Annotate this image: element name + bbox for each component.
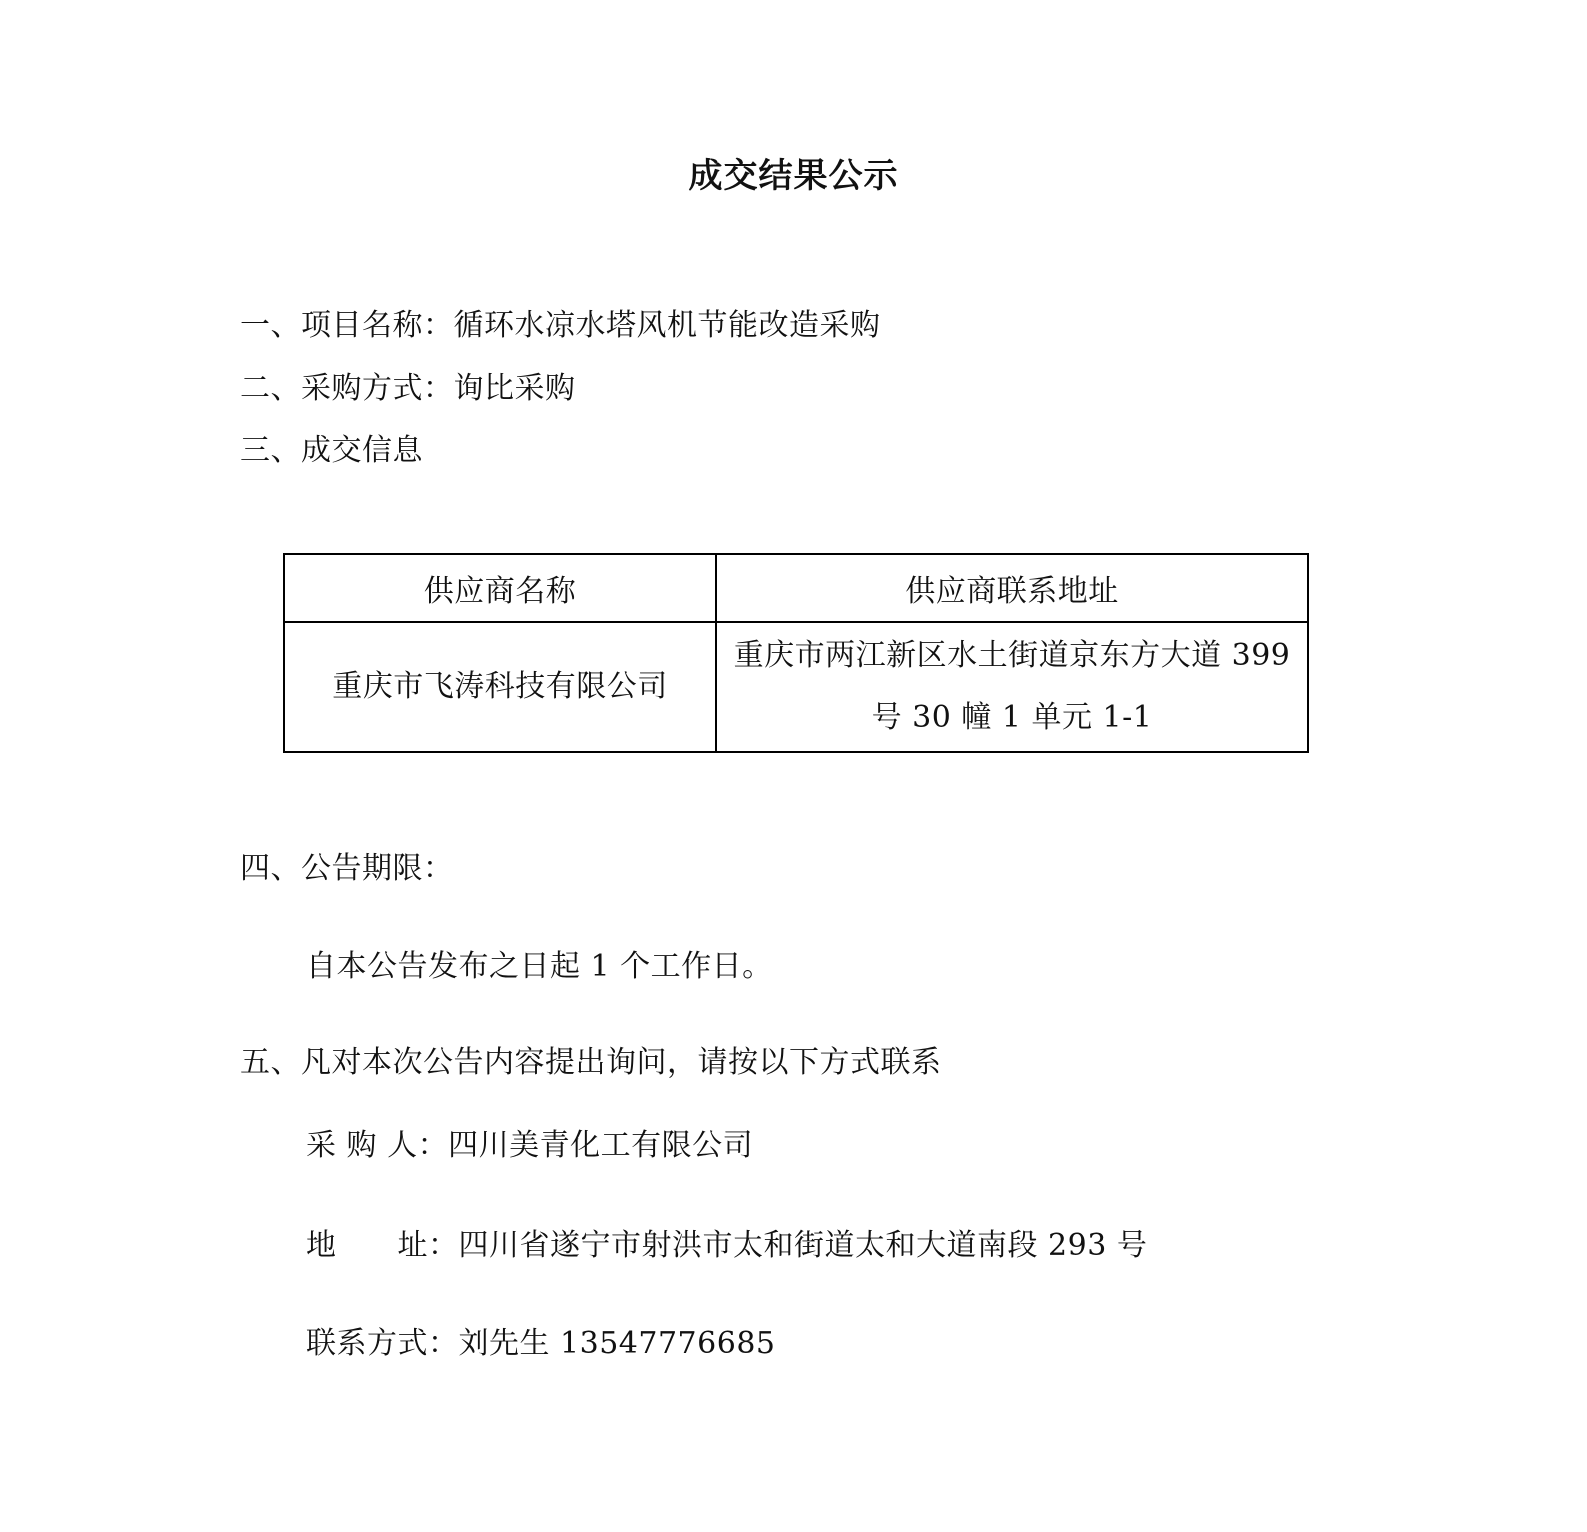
buyer-line xyxy=(306,1126,753,1166)
deal-table xyxy=(283,553,1309,753)
table-header-row xyxy=(284,554,1308,622)
table-row xyxy=(284,622,1308,752)
header-supplier-name: 供应商名称 xyxy=(284,554,716,622)
procurement-method-line: 二、采购方式：询比采购 xyxy=(240,371,576,406)
address-label: 地 址： xyxy=(306,1228,459,1263)
address-value: 四川省遂宁市射洪市太和街道太和大道南段 293 号 xyxy=(458,1228,1148,1263)
buyer-value: 四川美青化工有限公司 xyxy=(448,1128,754,1163)
phone-label: 联系方式： xyxy=(306,1326,459,1361)
phone-line xyxy=(306,1324,776,1364)
phone-value: 刘先生 13547776685 xyxy=(458,1326,776,1361)
header-supplier-address: 供应商联系地址 xyxy=(716,554,1308,622)
period-text: 自本公告发布之日起 1 个工作日。 xyxy=(306,949,773,984)
address-line-1: 重庆市两江新区水土街道京东方大道 399 xyxy=(733,638,1291,673)
deal-info-heading: 三、成交信息 xyxy=(240,433,423,468)
cell-supplier-name: 重庆市飞涛科技有限公司 xyxy=(284,622,716,752)
cell-supplier-address xyxy=(716,622,1308,752)
address-line xyxy=(306,1226,1147,1266)
buyer-label: 采 购 人： xyxy=(306,1128,449,1163)
contact-heading: 五、凡对本次公告内容提出询问，请按以下方式联系 xyxy=(240,1045,942,1080)
project-name-line: 一、项目名称：循环水凉水塔风机节能改造采购 xyxy=(240,308,881,343)
period-heading: 四、公告期限： xyxy=(240,851,454,886)
address-line-2: 号 30 幢 1 单元 1-1 xyxy=(871,700,1153,735)
page-title: 成交结果公示 xyxy=(688,156,899,196)
